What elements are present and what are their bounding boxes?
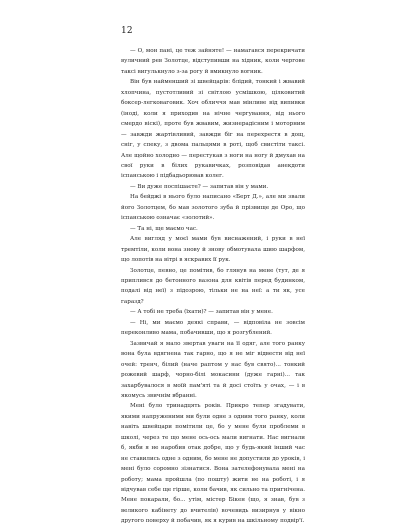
paragraph: Мені було тринадцять років. Прикро тепер згадувати, якими напруженими ми були одне з одним того ранку, коли навіть швейцари помітили це, бо у мене були проблеми в школі, через те що мене ось-ось мали вигнати. Нас вигнали б, якби я не наробив отак добре, що у будь-який інший час не ставились одне з одним, бо мене не допустили до уроків, і мені було соромно зізнатися. Вона зателефонувала мені на роботу; мама пройшла (по пошту) жити не на роботі, і я відчував себе ще гірше, коли бачив, як сильно та пригнічена. Мене покарали, бо... утім, містер Бікен (що, я знав, був з великого кабінету до вчителів) вочевидь визирнув у вікно другого поверху й побачив, як я курив на шкільному подвір'ї. (121, 403, 305, 525)
body-text (121, 46, 305, 527)
paragraph: — Ви дуже поспішаєте? — запитав він у мами. (130, 183, 269, 190)
paragraph: Він був найменший зі швейцарів: блідий, тонкий і жвавий хлопчина, пустотливий зі світлою усмішкою, цілковитий боксер-легковаговик. Хоч обличчя мав мінливе від випивки (іноді, коли я приходив на нічне чергування, від нього смердо віскі), проте був жвавим, жизнерадісним і моторним — завжди жартівливий, завжди біг на перехрестя в дощ, сніг, у спеку, з двома пальцями в роті, щоб свистіти таксі. Але щойно холодно — перестукав з ноги на ногу й дмухав на свої руки в білих рукавичках, розповідав анекдоти іспанською і підбадьорював колег. (121, 79, 305, 180)
paragraph: На бейджі в нього було написано «Берт Д.», але ми звали його Золотцем, бо мав золотого зуба й прізвище де Оро, що іспанською означає «золотий». (121, 194, 305, 222)
paragraph: — Та ні, ще маємо час. (130, 225, 198, 232)
paragraph: — О, мон пані, це теж зайняте! — намагався перекричати вуличний рев Золотце, відступивши на хідник, коли чергове таксі вигулькнуло з-за рогу й вмикнуло вогник. (121, 48, 305, 75)
paragraph: Золотце, певно, це помітив, бо глянув на мене (тут, де я приплився до бетонного вазона для квітів перед будинком, подалі від неї) з підозрою, тільки не на неї: а ти як, усе гаразд? (121, 267, 305, 305)
paragraph: — А тобі не треба (їхати)? — запитав він у мене. (130, 309, 273, 316)
paragraph: Але вигляд у моєї мами був виснажений, і руки в неї тремтіли, коли вона знову й знову обмотувала шию шарфом, що лопотів на вітрі в яскравих її рук. (121, 236, 305, 264)
paragraph: — Ні, ми маємо деякі справи, — відповіла не зовсім переконливо мама, побачивши, що я розгублений. (121, 319, 305, 337)
paragraph: Зазвичай я мало звертав уваги на її одяг, але того ранку вона була вдягнена так гарно, що я не міг відвести від неї очей: тренч, білий (наче раптом у нас був свято)... тонкий рожевий шарф, чорно-білі мокасини (дуже гарні)... так захарбувалося в моїй пам'яті та й досі стоїть у очах, — і в якомусь звичнім вбранні. (121, 340, 305, 399)
page-number: 12 (121, 26, 133, 36)
